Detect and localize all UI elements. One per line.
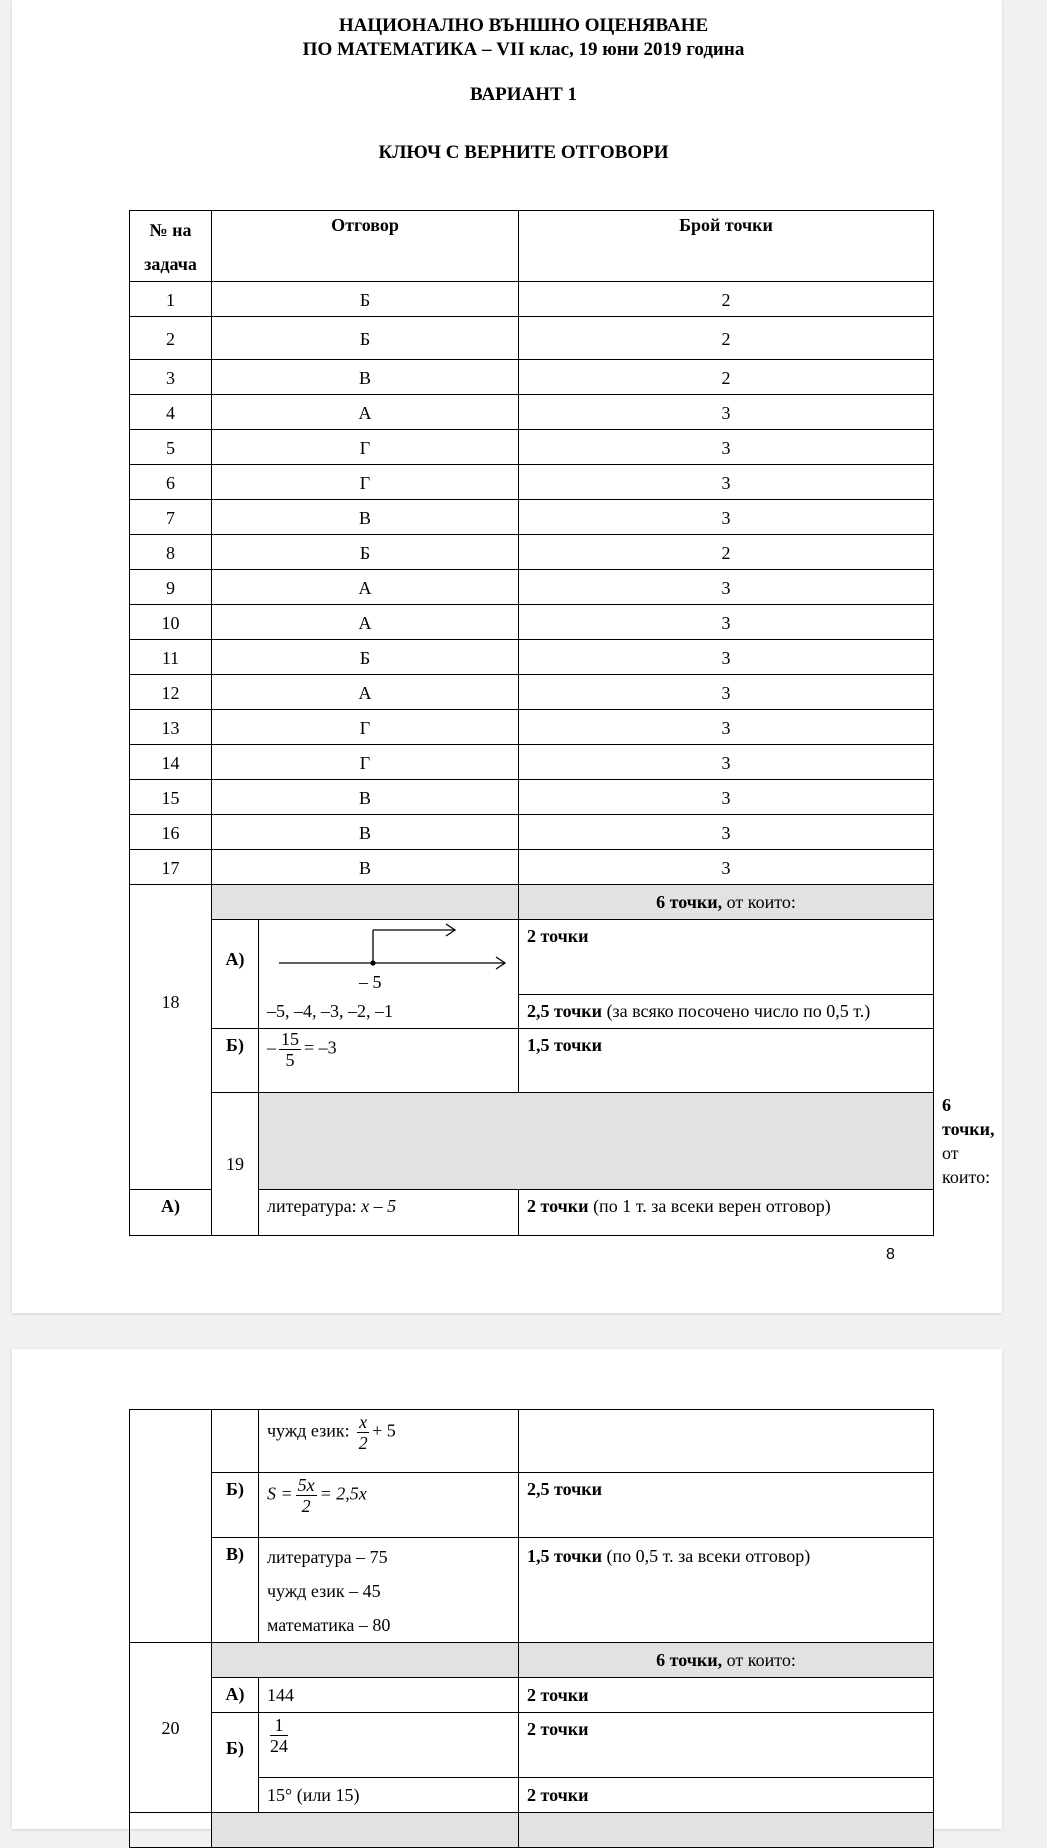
task-18-a2-answer: –5, –4, –3, –2, –1 bbox=[259, 994, 519, 1028]
task-number: 10 bbox=[130, 605, 212, 640]
task-19-a2-row bbox=[130, 1410, 934, 1473]
task-18-a-points: 2 точки bbox=[519, 920, 934, 995]
task-number: 6 bbox=[130, 465, 212, 500]
task-20-a-row bbox=[130, 1678, 934, 1713]
task-18-b-answer bbox=[259, 1028, 519, 1092]
task-18-a2-points-rest: (за всяко посочено число по 0,5 т.) bbox=[602, 1001, 871, 1021]
points-cell: 3 bbox=[519, 430, 934, 465]
points-cell: 3 bbox=[519, 605, 934, 640]
task-19-total-bold: 6 точки, bbox=[942, 1094, 995, 1139]
task-19-a2-rest: + 5 bbox=[372, 1420, 396, 1441]
table-row bbox=[130, 317, 934, 360]
task-19-b-row bbox=[130, 1473, 934, 1538]
task-number: 17 bbox=[130, 850, 212, 885]
task-number: 11 bbox=[130, 640, 212, 675]
points-cell: 2 bbox=[519, 535, 934, 570]
task-number: 3 bbox=[130, 360, 212, 395]
task-18-b-row bbox=[130, 1028, 934, 1092]
answer-cell: Г bbox=[212, 430, 519, 465]
task-20-a-label: А) bbox=[212, 1678, 259, 1713]
task-20-b-label: Б) bbox=[212, 1713, 259, 1813]
task-19-a-points bbox=[519, 1189, 934, 1235]
task-18-a2-points-bold: 2,5 точки bbox=[527, 1001, 603, 1021]
task-number: 4 bbox=[130, 395, 212, 430]
task-19-a-expression: x – 5 bbox=[361, 1195, 397, 1216]
task-18-total-rest: от които: bbox=[722, 892, 796, 912]
task-18-a2-points bbox=[519, 994, 934, 1028]
points-cell: 3 bbox=[519, 710, 934, 745]
task-20-b-row bbox=[130, 1713, 934, 1778]
table-row bbox=[130, 500, 934, 535]
next-task-number bbox=[130, 1813, 212, 1848]
table-header-row bbox=[130, 211, 934, 282]
answer-cell: Б bbox=[212, 640, 519, 675]
answer-cell: Г bbox=[212, 745, 519, 780]
task-19-a-text: литература: bbox=[267, 1195, 362, 1216]
task-number: 7 bbox=[130, 500, 212, 535]
task-19-a2-points-empty bbox=[519, 1410, 934, 1473]
task-19-c-line1: литература – 75 bbox=[267, 1547, 388, 1567]
task-20-b-denominator: 24 bbox=[270, 1736, 288, 1756]
page-number: 8 bbox=[886, 1246, 895, 1263]
task-20-b2-answer: 15° (или 15) bbox=[259, 1778, 519, 1813]
answer-cell: А bbox=[212, 570, 519, 605]
task-20-b2-points: 2 точки bbox=[519, 1778, 934, 1813]
points-cell: 3 bbox=[519, 570, 934, 605]
task-19-a-label: А) bbox=[130, 1189, 212, 1235]
points-cell: 2 bbox=[519, 317, 934, 360]
task-number: 16 bbox=[130, 815, 212, 850]
points-cell: 3 bbox=[519, 815, 934, 850]
task-19-total-row bbox=[130, 1092, 934, 1189]
col-task-header-line1: № на bbox=[149, 220, 192, 240]
answer-cell: Б bbox=[212, 282, 519, 317]
answer-cell: Г bbox=[212, 465, 519, 500]
points-cell: 3 bbox=[519, 745, 934, 780]
task-20-a-answer: 144 bbox=[259, 1678, 519, 1713]
task-number: 14 bbox=[130, 745, 212, 780]
task-18-number: 18 bbox=[130, 885, 212, 1190]
task-18-a-row bbox=[130, 920, 934, 995]
table-row bbox=[130, 282, 934, 317]
next-task-total-row bbox=[130, 1813, 934, 1848]
task-19-a2-answer bbox=[259, 1410, 519, 1473]
task-19-c-label: В) bbox=[212, 1538, 259, 1643]
answer-cell: А bbox=[212, 605, 519, 640]
task-18-b-label: Б) bbox=[212, 1028, 259, 1092]
points-cell: 3 bbox=[519, 500, 934, 535]
table-row bbox=[130, 780, 934, 815]
answer-cell: В bbox=[212, 360, 519, 395]
col-task-header-line2: задача bbox=[144, 254, 197, 274]
task-19-a2-denominator: 2 bbox=[358, 1433, 368, 1453]
task-20-total-points bbox=[519, 1643, 934, 1678]
task-19-number: 19 bbox=[212, 1092, 259, 1235]
task-19-a-points-rest: (по 1 т. за всеки верен отговор) bbox=[588, 1195, 831, 1216]
task-19-c-points bbox=[519, 1538, 934, 1643]
task-19-a2-text: чужд език: bbox=[267, 1420, 355, 1441]
task-19-b-lhs: S = bbox=[267, 1483, 293, 1504]
key-title: КЛЮЧ С ВЕРНИТЕ ОТГОВОРИ bbox=[378, 142, 669, 163]
table-row bbox=[130, 395, 934, 430]
task-18-total-bold: 6 точки, bbox=[656, 892, 723, 912]
task-number: 1 bbox=[130, 282, 212, 317]
answer-cell: В bbox=[212, 815, 519, 850]
task-19-a2-numerator: x bbox=[359, 1412, 368, 1432]
task-number: 12 bbox=[130, 675, 212, 710]
points-cell: 3 bbox=[519, 675, 934, 710]
task-19-b-label: Б) bbox=[212, 1473, 259, 1538]
variant-label: ВАРИАНТ 1 bbox=[469, 84, 577, 105]
answer-cell: В bbox=[212, 780, 519, 815]
task-20-b-points: 2 точки bbox=[519, 1713, 934, 1778]
answer-cell: Г bbox=[212, 710, 519, 745]
answer-cell: Б bbox=[212, 535, 519, 570]
table-row bbox=[130, 360, 934, 395]
task-19-c-line3: математика – 80 bbox=[267, 1615, 391, 1635]
answer-key-table-continued bbox=[129, 1409, 934, 1848]
task-20-b-answer bbox=[259, 1713, 519, 1778]
task-20-b-numerator: 1 bbox=[270, 1715, 288, 1736]
col-answer-header: Отговор bbox=[212, 211, 519, 282]
number-line-diagram bbox=[259, 920, 519, 994]
col-points-header: Брой точки bbox=[519, 211, 934, 282]
task-19-a-points-bold: 2 точки bbox=[527, 1195, 589, 1216]
table-row bbox=[130, 815, 934, 850]
table-row bbox=[130, 535, 934, 570]
task-number: 9 bbox=[130, 570, 212, 605]
task-19-c-answer bbox=[259, 1538, 519, 1643]
task-19-b-points: 2,5 точки bbox=[519, 1473, 934, 1538]
task-18-b-denominator: 5 bbox=[285, 1049, 295, 1070]
points-cell: 3 bbox=[519, 395, 934, 430]
points-cell: 3 bbox=[519, 465, 934, 500]
task-number: 5 bbox=[130, 430, 212, 465]
task-18-a-label: А) bbox=[212, 920, 259, 1029]
task-18-total-points bbox=[519, 885, 934, 920]
task-20-a-points: 2 точки bbox=[519, 1678, 934, 1713]
task-19-a-answer bbox=[259, 1189, 519, 1235]
task-18-b-numerator: 15 bbox=[281, 1028, 299, 1049]
table-row bbox=[130, 710, 934, 745]
task-number: 8 bbox=[130, 535, 212, 570]
task-number: 15 bbox=[130, 780, 212, 815]
document-subtitle: ПО МАТЕМАТИКА – VII клас, 19 юни 2019 година bbox=[302, 39, 745, 60]
task-20-total-row bbox=[130, 1643, 934, 1678]
task-19-b-denominator: 2 bbox=[301, 1496, 311, 1516]
points-cell: 2 bbox=[519, 360, 934, 395]
task-20-total-rest: от които: bbox=[722, 1650, 796, 1670]
task-18-number-line bbox=[259, 920, 519, 995]
col-task-header bbox=[130, 211, 212, 282]
task-19-a2-label-empty bbox=[212, 1410, 259, 1473]
task-number: 2 bbox=[130, 317, 212, 360]
answer-cell: А bbox=[212, 395, 519, 430]
table-row bbox=[130, 465, 934, 500]
task-20-number: 20 bbox=[130, 1643, 212, 1813]
answer-key-table bbox=[129, 210, 995, 1236]
task-19-c-points-rest: (по 0,5 т. за всеки отговор) bbox=[602, 1546, 811, 1566]
task-19-b-numerator: 5x bbox=[297, 1475, 315, 1495]
task-number: 13 bbox=[130, 710, 212, 745]
task-19-c-points-bold: 1,5 точки bbox=[527, 1546, 603, 1566]
points-cell: 3 bbox=[519, 780, 934, 815]
table-row bbox=[130, 430, 934, 465]
points-cell: 2 bbox=[519, 282, 934, 317]
task-18-total-row bbox=[130, 885, 934, 920]
table-row bbox=[130, 640, 934, 675]
task-18-b-result: = –3 bbox=[304, 1037, 337, 1058]
answer-cell: В bbox=[212, 850, 519, 885]
table-row bbox=[130, 605, 934, 640]
table-row bbox=[130, 570, 934, 605]
table-row bbox=[130, 850, 934, 885]
task-19-total-rest: от които: bbox=[942, 1142, 991, 1187]
points-cell: 3 bbox=[519, 640, 934, 675]
answer-cell: В bbox=[212, 500, 519, 535]
task-18-b-points: 1,5 точки bbox=[519, 1028, 934, 1092]
task-18-b-minus: – bbox=[267, 1037, 276, 1058]
task-19-b-answer bbox=[259, 1473, 519, 1538]
point-minus-5 bbox=[370, 960, 375, 965]
table-row bbox=[130, 675, 934, 710]
answer-cell: Б bbox=[212, 317, 519, 360]
axis-label-minus-5: – 5 bbox=[359, 972, 382, 992]
points-cell: 3 bbox=[519, 850, 934, 885]
task-19-c-row bbox=[130, 1538, 934, 1643]
answer-cell: А bbox=[212, 675, 519, 710]
document-title: НАЦИОНАЛНО ВЪНШНО ОЦЕНЯВАНЕ bbox=[338, 15, 709, 36]
task-19-continued-number bbox=[130, 1410, 212, 1643]
task-20-total-bold: 6 точки, bbox=[656, 1650, 723, 1670]
task-19-b-rhs: = 2,5x bbox=[319, 1483, 367, 1504]
task-19-c-line2: чужд език – 45 bbox=[267, 1581, 381, 1601]
table-row bbox=[130, 745, 934, 780]
